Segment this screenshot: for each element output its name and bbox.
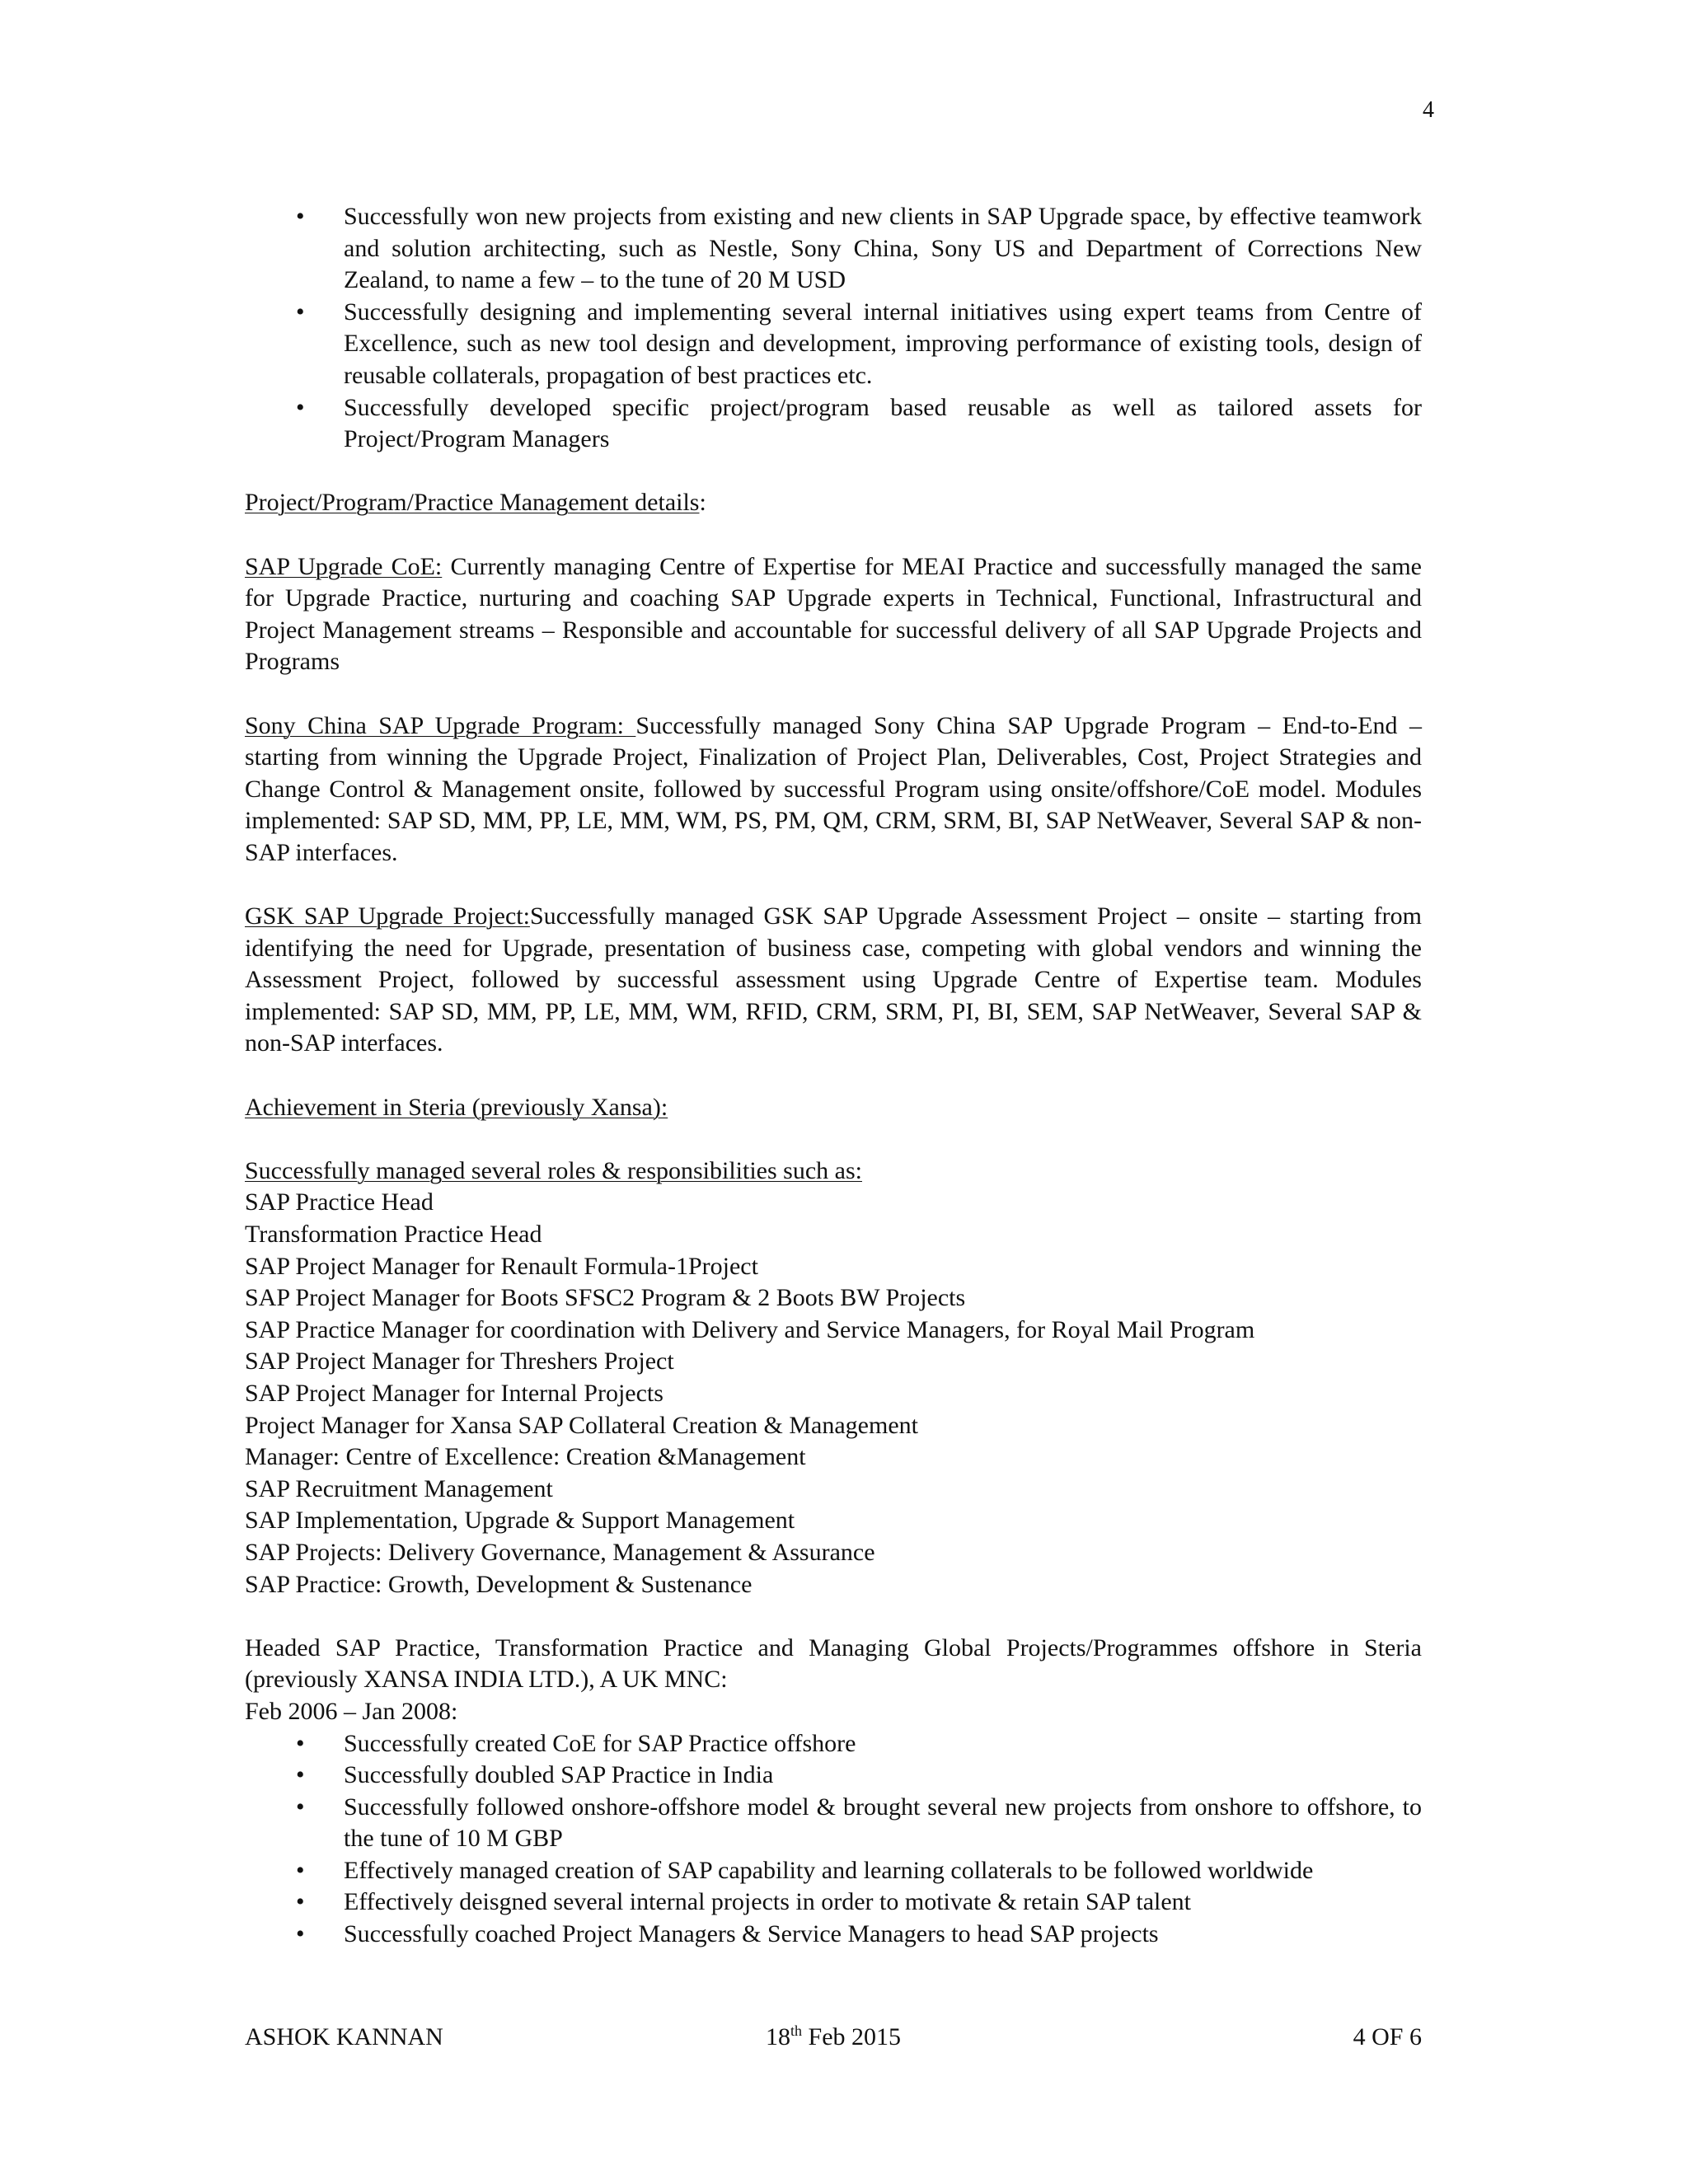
footer-author: ASHOK KANNAN [245, 2023, 443, 2050]
role-item: SAP Practice Head [245, 1188, 434, 1216]
gsk-label: GSK SAP Upgrade Project: [245, 902, 530, 930]
pm-details-colon: : [699, 489, 706, 517]
steria-bullet-1: • Successfully created CoE for SAP Practice offshore [245, 1728, 1422, 1760]
coe-text: Currently managing Centre of Expertise for MEAI Practice and successfully managed the same for Upgrade Practice, nurturing and coaching SAP Upgrade experts in Technical, Functional, Infrastructural and Project Management streams – Responsible and accountable for successful delivery of all SAP Upgrade Projects and Programs [245, 552, 1422, 676]
role-item: SAP Recruitment Management [245, 1474, 553, 1502]
role-item: Manager: Centre of Excellence: Creation &Management [245, 1443, 806, 1471]
footer-page-count: 4 OF 6 [1353, 2023, 1422, 2050]
coe-label: SAP Upgrade CoE: [245, 552, 443, 580]
footer-date [766, 2023, 901, 2051]
intro-bullet-1: • Successfully won new projects from existing and new clients in SAP Upgrade space, by effective teamwork and solution architecting, such as Nestle, Sony China, Sony US and Department of Corrections New Zealand, to name a few – to the tune of 20 M USD [245, 201, 1422, 297]
steria-heading-line [245, 1092, 1422, 1124]
intro-bullet-3: • Successfully developed specific project/program based reusable as well as tailored assets for Project/Program Managers [245, 392, 1422, 456]
footer-date-day: 18 [766, 2023, 790, 2050]
role-item: SAP Practice Manager for coordination with Delivery and Service Managers, for Royal Mail Program [245, 1315, 1255, 1343]
steria-bullet-5: • Effectively deisgned several internal projects in order to motivate & retain SAP talent [245, 1886, 1422, 1919]
role-item: SAP Practice: Growth, Development & Sustenance [245, 1570, 753, 1598]
roles-heading: Successfully managed several roles & responsibilities such as: [245, 1156, 862, 1184]
headed-paragraph: Headed SAP Practice, Transformation Practice and Managing Global Projects/Programmes offshore in Steria (previously XANSA INDIA LTD.), A UK MNC: [245, 1633, 1422, 1694]
footer-date-suffix: th [790, 2022, 803, 2039]
role-item: SAP Project Manager for Threshers Project [245, 1347, 674, 1376]
roles-list [245, 1187, 1422, 1601]
sony-label: Sony China SAP Upgrade Program: [245, 711, 636, 739]
gsk-paragraph [245, 901, 1422, 1060]
role-item: SAP Project Manager for Renault Formula-1Project [245, 1252, 758, 1280]
page-number: 4 [1423, 97, 1434, 123]
role-item: Transformation Practice Head [245, 1221, 542, 1248]
steria-bullet-4: • Effectively managed creation of SAP capability and learning collaterals to be followed worldwide [245, 1855, 1422, 1887]
steria-bullet-6: • Successfully coached Project Managers & Service Managers to head SAP projects [245, 1919, 1422, 1951]
role-item: SAP Project Manager for Boots SFSC2 Program & 2 Boots BW Projects [245, 1284, 966, 1312]
intro-bullet-2: • Successfully designing and implementing several internal initiatives using expert teams from Centre of Excellence, such as new tool design and development, improving performance of existing tools, design of reusable collaterals, propagation of best practices etc. [245, 297, 1422, 392]
sony-paragraph [245, 710, 1422, 869]
coe-paragraph [245, 551, 1422, 678]
pm-details-heading: Project/Program/Practice Management details [245, 489, 700, 517]
roles-heading-line [245, 1155, 1422, 1188]
role-item: SAP Projects: Delivery Governance, Management & Assurance [245, 1538, 875, 1566]
steria-bullet-list [245, 1728, 1422, 1951]
role-item: SAP Project Manager for Internal Projects [245, 1379, 663, 1407]
steria-heading: Achievement in Steria (previously Xansa): [245, 1093, 668, 1121]
page-content [245, 201, 1422, 1951]
footer-date-rest: Feb 2015 [802, 2023, 902, 2050]
intro-bullet-list [245, 201, 1422, 456]
gsk-text: Successfully managed GSK SAP Upgrade Assessment Project – onsite – starting from identifying the need for Upgrade, presentation of business case, competing with global vendors and winning the Assessment Project, followed by successful assessment using Upgrade Centre of Expertise team. Modules implemented: SAP SD, MM, PP, LE, MM, WM, RFID, CRM, SRM, PI, BI, SEM, SAP NetWeaver, Several SAP & non-SAP interfaces. [245, 902, 1422, 1057]
steria-bullet-2: • Successfully doubled SAP Practice in India [245, 1760, 1422, 1792]
page-footer [245, 2023, 1422, 2056]
steria-bullet-3: • Successfully followed onshore-offshore model & brought several new projects from onshore to offshore, to the tune of 10 M GBP [245, 1792, 1422, 1855]
sony-text: Successfully managed Sony China SAP Upgrade Program – End-to-End – starting from winning the Upgrade Project, Finalization of Project Plan, Deliverables, Cost, Project Strategies and Change Control & Management onsite, followed by successful Program using onsite/offshore/CoE model. Modules implemented: SAP SD, MM, PP, LE, MM, WM, PS, PM, QM, CRM, SRM, BI, SAP NetWeaver, Several SAP & non-SAP interfaces. [245, 711, 1422, 866]
role-item: Project Manager for Xansa SAP Collateral Creation & Management [245, 1411, 918, 1439]
role-item: SAP Implementation, Upgrade & Support Management [245, 1507, 795, 1535]
pm-details-heading-line [245, 487, 1422, 519]
date-range: Feb 2006 – Jan 2008: [245, 1697, 458, 1725]
